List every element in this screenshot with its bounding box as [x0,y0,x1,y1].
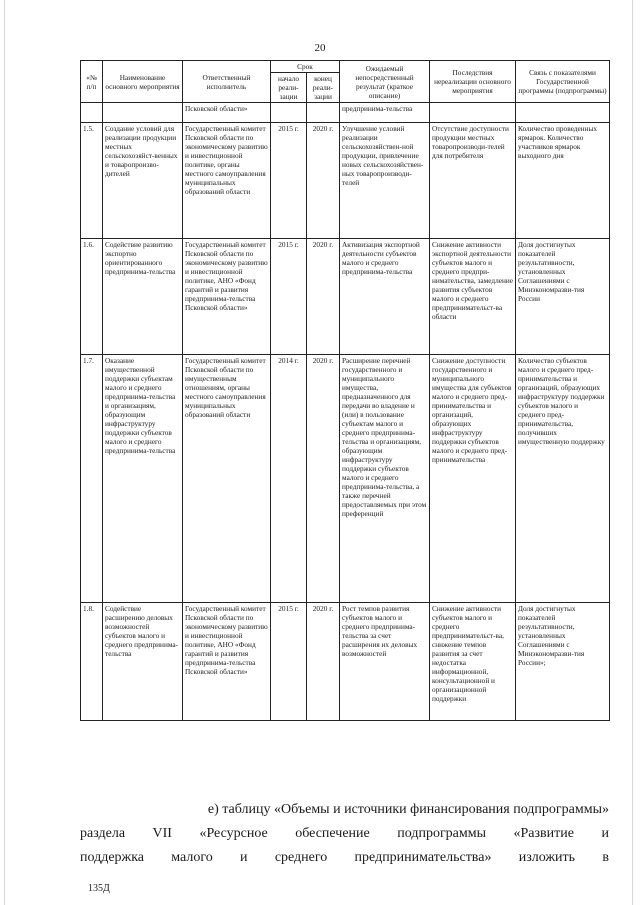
table-row [81,603,610,721]
cell-start: 2015 г. [271,123,307,239]
cell-result: Улучшение условий реализации сельскохозяйствен-ной продукции, привлечение новых сельскохозяйствен-ных товаропроизводи-телей [340,123,430,239]
cell-link: Количество проведенных ярмарок. Количество участников ярмарок выходного дня [516,123,610,239]
header-num: «№ п/п [81,61,103,103]
cell-name: Содействие развитию экспортно ориентированного предпринима-тельства [103,239,183,355]
cell-consequences: Снижение активности экспортной деятельности субъектов малого и среднего предпри-нимательства, замедление развития субъектов малого и среднего предпринимательст-ва области [430,239,516,355]
cell-link: Доля достигнутых показателей результативности, установленных Соглашениями с Минэкономразви-тия России»; [516,603,610,721]
cell-end: 2020 г. [307,355,340,603]
cell-result: предпринима-тельства [340,103,430,123]
cell-name: Оказание имущественной поддержки субъектам малого и среднего предпринима-тельства и организациям, образующим инфраструктуру поддержки субъектов малого и среднего предпринима-тельства [103,355,183,603]
cell-responsible: Псковской области» [183,103,271,123]
cell-name: Создание условий для реализации продукции местных сельскохозяйст-венных и товаропроизво-дителей [103,123,183,239]
activities-table [80,60,610,721]
header-term: Срок [271,61,340,73]
word: «Развитие [513,826,574,841]
page-number: 20 [314,42,326,54]
cell-start: 2015 г. [271,239,307,355]
cell-start: 2014 г. [271,355,307,603]
header-end: конец реали-зации [307,73,340,103]
word: обеспечение [295,826,370,841]
cell-num: 1.6. [81,239,103,355]
word: и [601,826,609,841]
cell-responsible: Государственный комитет Псковской области по имущественным отношениям, органы местного самоуправления муниципальных образований области [183,355,271,603]
word: подпрограммы [397,826,487,841]
paragraph-line-2 [80,824,609,844]
word: в [602,850,609,865]
cell-responsible: Государственный комитет Псковской области по экономическому развитию и инвестиционной политике, АНО «Фонд гарантий и развития предпринима-тельства Псковской области» [183,603,271,721]
word: среднего [274,850,328,865]
footer-code: 135Д [88,883,110,894]
paragraph-line-1: е) таблицу «Объемы и источники финансирования подпрограммы» [207,802,609,817]
word: раздела [80,826,126,841]
table-header-row [81,61,610,73]
cell-consequences: Снижение доступности государственного и муниципального имущества для субъектов малого и среднего пред-принимательства и организаций, образующих инфраструктуру поддержки субъектов малого и среднего пред-принимательства [430,355,516,603]
word: «Ресурсное [199,826,268,841]
word: малого [171,850,213,865]
cell-num: 1.5. [81,123,103,239]
header-link: Связь с показателями Государственной программы (подпрограммы) [516,61,610,103]
header-responsible: Ответственный исполнитель [183,61,271,103]
scan-edge-left [4,0,5,905]
cell-consequences: Отсутствие доступности продукции местных товаропроизводи-телей для потребителя [430,123,516,239]
cell-result: Расширение перечней государственного и муниципального имущества, предназначенного для передачи во владение и (или) в пользование субъектам малого и среднего предпринима-тельства и организациям, образующим инфраструктуру поддержки субъектов малого и среднего предпринима-тельства, а также перечней предоставляемых при этом преференций [340,355,430,603]
cell-result: Рост темпов развития субъектов малого и среднего предпринима-тельства за счет расширения их деловых возможностей [340,603,430,721]
cell-result: Активизация экспортной деятельности субъектов малого и среднего предпринима-тельства [340,239,430,355]
cell-start: 2015 г. [271,603,307,721]
paragraph-line-3 [80,848,609,868]
table-row [81,239,610,355]
table-row [81,123,610,239]
cell-num: 1.8. [81,603,103,721]
header-consequences: Последствия нереализации основного мероприятия [430,61,516,103]
table-row-continuation [81,103,610,123]
cell-responsible: Государственный комитет Псковской области по экономическому развитию и инвестиционной политике, АНО «Фонд гарантий и развития предпринима-тельства Псковской области» [183,239,271,355]
cell-end: 2020 г. [307,123,340,239]
header-name: Наименование основного мероприятия [103,61,183,103]
cell-name: Содействие расширению деловых возможностей субъектов малого и среднего предпринима-тельства [103,603,183,721]
word: и [240,850,248,865]
cell-link: Количество субъектов малого и среднего пред-принимательства и организаций, образующих инфраструктуру поддержки субъектов малого и среднего пред-принимательства, получивших имущественную поддержку [516,355,610,603]
scan-edge-right [632,0,633,905]
cell-end: 2020 г. [307,603,340,721]
word: предпринимательства» [354,850,492,865]
table-row [81,355,610,603]
word: изложить [518,850,576,865]
header-result: Ожидаемый непосредственный результат (краткое описание) [340,61,430,103]
header-start: начало реали-зации [271,73,307,103]
cell-end: 2020 г. [307,239,340,355]
cell-link: Доля достигнутых показателей результативности, установленных Соглашениями с Минэкономразви-тия России [516,239,610,355]
cell-num: 1.7. [81,355,103,603]
cell-consequences: Снижение активности субъектов малого и среднего предпринимательст-ва, снижение темпов развития за счет недостатка информационной, консультационной и организационной поддержки [430,603,516,721]
word: VII [152,826,172,841]
word: поддержка [80,850,145,865]
cell-responsible: Государственный комитет Псковской области по экономическому развитию и инвестиционной политике, органы местного самоуправления муниципальных образований области [183,123,271,239]
